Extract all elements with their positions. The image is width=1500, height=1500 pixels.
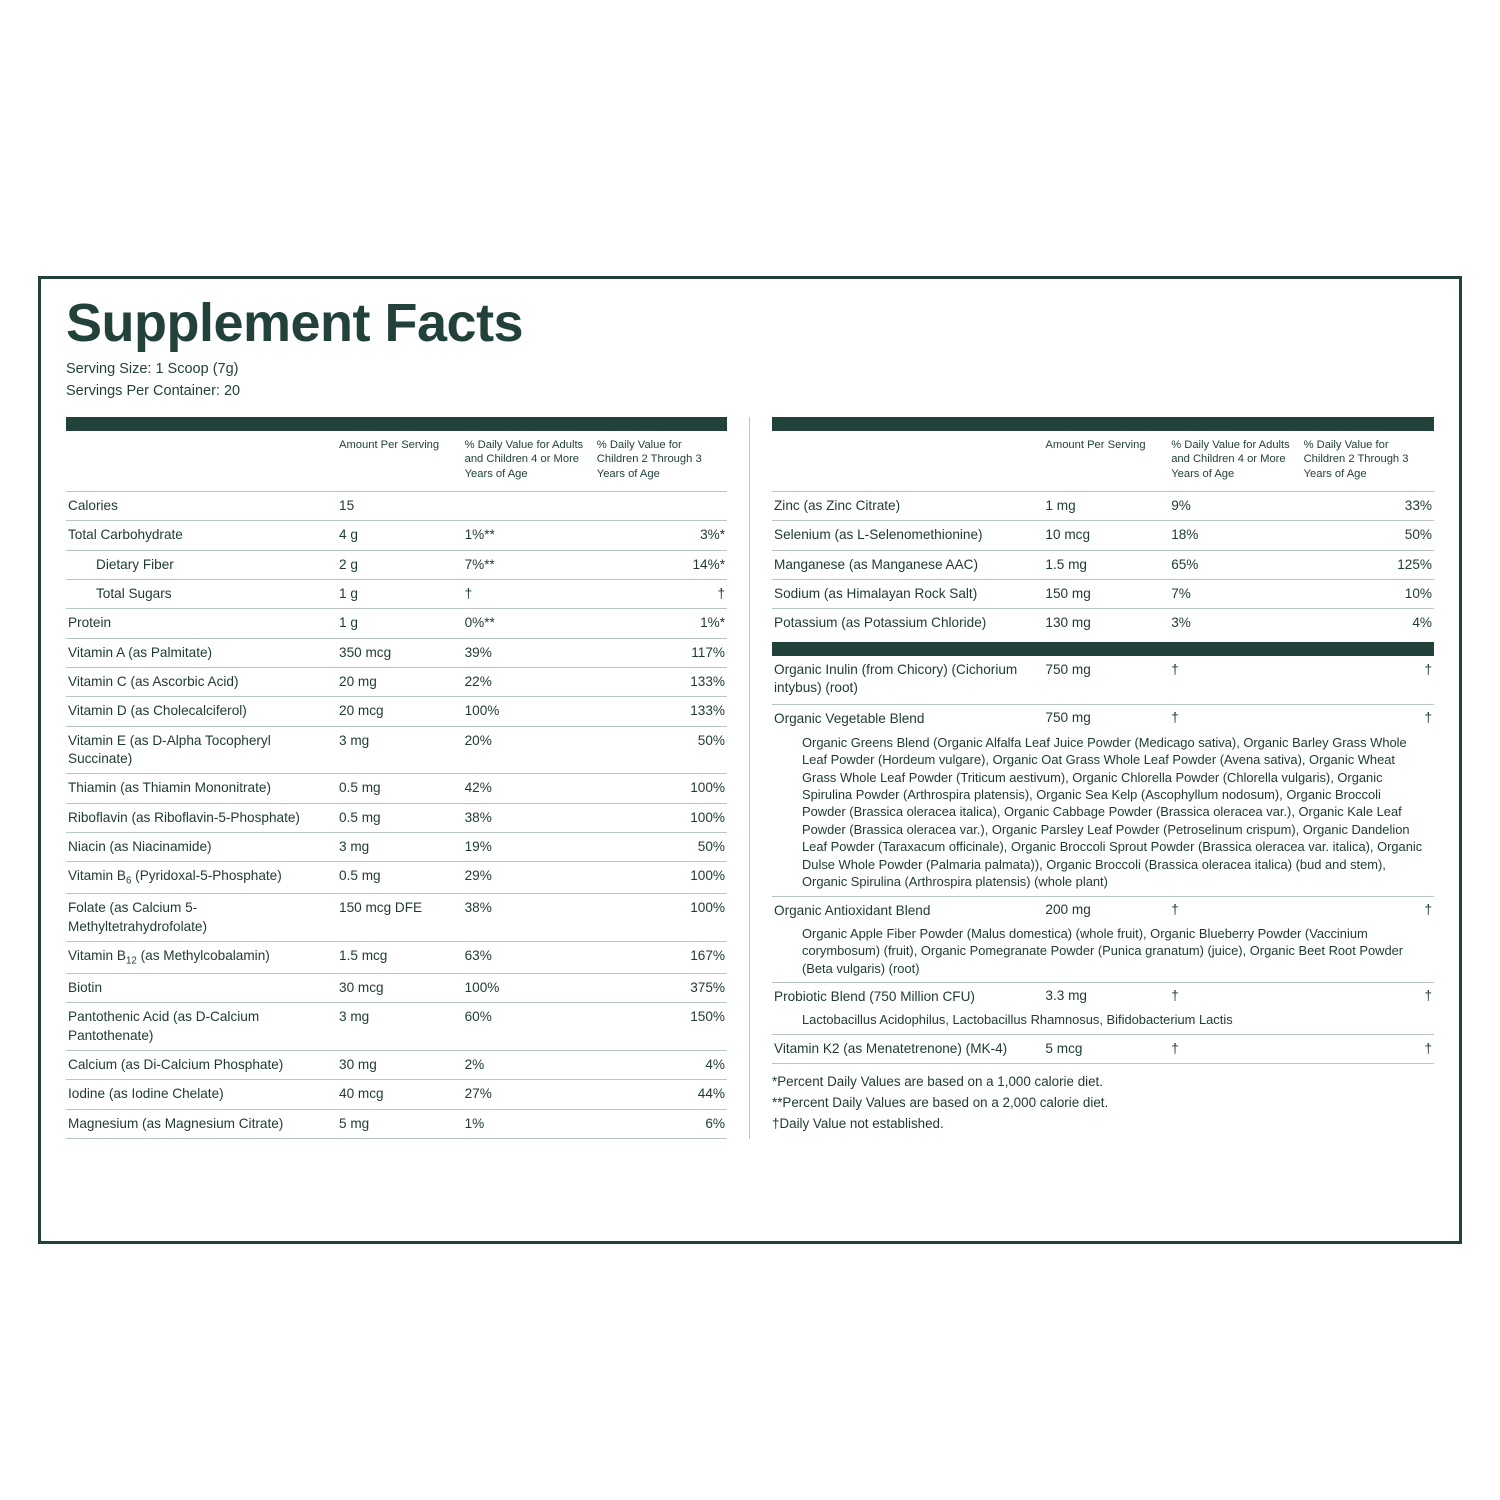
table-row xyxy=(772,609,1434,638)
blend-separator-bar xyxy=(772,642,1434,656)
nutrient-dv-children: 133% xyxy=(595,697,727,726)
table-row xyxy=(66,862,727,894)
blend-dv-adults: † xyxy=(1171,661,1179,677)
table-row xyxy=(772,734,1434,896)
footnote-2: **Percent Daily Values are based on a 2,000 calorie diet. xyxy=(772,1095,1109,1110)
nutrient-name-subscript: 12 xyxy=(125,955,137,967)
nutrient-name: Vitamin D (as Cholecalciferol) xyxy=(66,697,337,726)
table-row xyxy=(66,894,727,942)
nutrient-dv-adults: 60% xyxy=(463,1003,595,1051)
table-row xyxy=(772,896,1434,925)
nutrient-dv-children: 117% xyxy=(595,638,727,667)
table-row xyxy=(66,726,727,774)
nutrient-amount: 4 g xyxy=(337,521,463,550)
nutrient-name: Zinc (as Zinc Citrate) xyxy=(772,491,1043,520)
nutrient-dv-adults: 7% xyxy=(1169,580,1301,609)
nutrient-name: Folate (as Calcium 5-Methyltetrahydrofolate) xyxy=(66,894,337,942)
header-bar-right xyxy=(772,417,1434,431)
table-row xyxy=(772,1034,1434,1063)
table-row xyxy=(66,774,727,803)
table-row xyxy=(66,491,727,520)
nutrient-name: Potassium (as Potassium Chloride) xyxy=(774,615,987,631)
blend-dv-children: † xyxy=(1424,661,1432,677)
nutrient-name xyxy=(66,862,337,894)
nutrient-dv-children: 14%* xyxy=(595,550,727,579)
nutrient-dv-children: 100% xyxy=(595,894,727,942)
table-row xyxy=(66,609,727,638)
blend-amount: 5 mcg xyxy=(1043,1034,1169,1063)
nutrient-dv-adults: 0%** xyxy=(463,609,595,638)
nutrient-name: Riboflavin (as Riboflavin-5-Phosphate) xyxy=(66,803,337,832)
nutrient-dv-children: 133% xyxy=(595,668,727,697)
nutrient-dv-children: 50% xyxy=(595,726,727,774)
blend-name: Organic Inulin (from Chicory) (Cichorium intybus) (root) xyxy=(774,661,1018,696)
blend-amount: 750 mg xyxy=(1045,710,1091,726)
header-dv-children: % Daily Value for Children 2 Through 3 Years of Age xyxy=(595,431,727,492)
nutrient-dv-adults: 63% xyxy=(463,942,595,974)
nutrient-name: Vitamin E (as D-Alpha Tocopheryl Succinate) xyxy=(66,726,337,774)
nutrient-name: Dietary Fiber xyxy=(66,550,337,579)
table-row xyxy=(66,942,727,974)
table-row xyxy=(66,550,727,579)
nutrient-dv-adults xyxy=(463,491,595,520)
nutrient-name: Niacin (as Niacinamide) xyxy=(66,833,337,862)
nutrient-amount: 1 g xyxy=(337,609,463,638)
page-title: Supplement Facts xyxy=(66,293,524,353)
nutrient-dv-children: 100% xyxy=(595,803,727,832)
nutrient-amount: 350 mcg xyxy=(337,638,463,667)
blend-ingredients: Organic Greens Blend (Organic Alfalfa Leaf Juice Powder (Medicago sativa), Organic Barley Grass Whole Leaf Powder (Hordeum vulgare), Organic Oat Grass Whole Leaf Powder (Avena sativa), Organic Wheat Grass Whole Leaf Powder (Triticum aestivum), Organic Chlorella Powder (Chlorella vulgaris), Organic Spirulina Powder (Arthrospira platensis), Organic Sea Kelp (Ascophyllum nodosum), Organic Broccoli Powder (Brassica oleracea italica), Organic Cabbage Powder (Brassica oleracea var.), Organic Kale Leaf Powder (Brassica oleracea var.), Organic Parsley Leaf Powder (Petroselinum crispum), Organic Dandelion Leaf Powder (Taraxacum officinale), Organic Broccoli Sprout Powder (Brassica oleracea var. italica), Organic Dulse Whole Powder (Palmaria palmata)), Organic Broccoli (Brassica oleracea italica) (bud and stem), Organic Spirulina (Arthrospira platensis) (whole plant) xyxy=(772,734,1434,896)
nutrient-dv-children: 50% xyxy=(1302,521,1434,550)
nutrient-dv-adults: 1%** xyxy=(463,521,595,550)
nutrient-amount: 20 mcg xyxy=(337,697,463,726)
nutrient-dv-adults: 42% xyxy=(463,774,595,803)
header-dv-children: % Daily Value for Children 2 Through 3 Years of Age xyxy=(1302,431,1434,492)
nutrient-amount: 0.5 mg xyxy=(337,862,463,894)
servings-per-container: Servings Per Container: 20 xyxy=(66,383,241,400)
nutrient-dv-adults: 39% xyxy=(463,638,595,667)
nutrient-dv-adults: 100% xyxy=(463,697,595,726)
nutrient-name-post: (Pyridoxal-5-Phosphate) xyxy=(131,868,282,884)
nutrient-amount: 20 mg xyxy=(337,668,463,697)
nutrient-table-left xyxy=(66,431,727,1139)
nutrient-amount: 0.5 mg xyxy=(337,803,463,832)
nutrient-dv-adults: 9% xyxy=(1169,491,1301,520)
blend-dv-adults: † xyxy=(1171,901,1179,917)
nutrient-amount: 10 mcg xyxy=(1043,521,1169,550)
nutrient-name xyxy=(66,942,337,974)
nutrient-dv-children: † xyxy=(595,580,727,609)
nutrient-dv-adults: 2% xyxy=(463,1051,595,1080)
header-amount: Amount Per Serving xyxy=(1043,431,1169,492)
table-header-row-right xyxy=(772,431,1434,492)
nutrient-name: Magnesium (as Magnesium Citrate) xyxy=(66,1109,337,1138)
nutrient-dv-children: 50% xyxy=(595,833,727,862)
blend-name: Vitamin K2 (as Menatetrenone) (MK-4) xyxy=(772,1034,1043,1063)
nutrient-name: Sodium (as Himalayan Rock Salt) xyxy=(772,580,1043,609)
nutrient-dv-children xyxy=(595,491,727,520)
nutrient-dv-children: 150% xyxy=(595,1003,727,1051)
facts-columns xyxy=(66,417,1434,1139)
table-row xyxy=(66,521,727,550)
nutrient-name: Total Sugars xyxy=(66,580,337,609)
nutrient-dv-children: 167% xyxy=(595,942,727,974)
nutrient-dv-adults: 20% xyxy=(463,726,595,774)
nutrient-amount: 5 mg xyxy=(337,1109,463,1138)
nutrient-table-right xyxy=(772,431,1434,638)
blend-dv-children: † xyxy=(1424,988,1432,1004)
table-row xyxy=(772,656,1434,703)
nutrient-name: Thiamin (as Thiamin Mononitrate) xyxy=(66,774,337,803)
nutrient-dv-children: 3%* xyxy=(595,521,727,550)
blend-ingredients: Organic Apple Fiber Powder (Malus domestica) (whole fruit), Organic Blueberry Powder (Vaccinium corymbosum) (fruit), Organic Pomegranate Powder (Punica granatum) (juice), Organic Beet Root Powder (Beta vulgaris) (root) xyxy=(772,925,1434,983)
nutrient-dv-adults: 65% xyxy=(1169,550,1301,579)
nutrient-dv-adults: 38% xyxy=(463,803,595,832)
nutrient-dv-adults: 100% xyxy=(463,974,595,1003)
nutrient-amount: 40 mcg xyxy=(337,1080,463,1109)
table-row xyxy=(66,638,727,667)
footnote-3: †Daily Value not established. xyxy=(772,1115,944,1131)
nutrient-amount: 150 mg xyxy=(1043,580,1169,609)
nutrient-dv-children: 125% xyxy=(1302,550,1434,579)
nutrient-dv-children: 375% xyxy=(595,974,727,1003)
table-row xyxy=(66,668,727,697)
nutrient-amount: 3 mg xyxy=(337,726,463,774)
nutrient-name: Manganese (as Manganese AAC) xyxy=(772,550,1043,579)
header-dv-adults: % Daily Value for Adults and Children 4 or More Years of Age xyxy=(1169,431,1301,492)
blend-amount: 750 mg xyxy=(1045,661,1091,677)
nutrient-dv-children: 1%* xyxy=(595,609,727,638)
nutrient-amount: 1 mg xyxy=(1043,491,1169,520)
nutrient-dv-children: 33% xyxy=(1302,491,1434,520)
blend-table xyxy=(772,656,1434,1065)
nutrient-amount: 15 xyxy=(337,491,463,520)
nutrient-name-subscript: 6 xyxy=(125,876,132,888)
nutrient-dv-children: 6% xyxy=(595,1109,727,1138)
footnotes xyxy=(772,1064,1434,1134)
nutrient-name: Pantothenic Acid (as D-Calcium Pantothenate) xyxy=(66,1003,337,1051)
table-row xyxy=(66,833,727,862)
nutrient-amount: 150 mcg DFE xyxy=(337,894,463,942)
nutrient-dv-adults: † xyxy=(463,580,595,609)
nutrient-amount: 0.5 mg xyxy=(337,774,463,803)
nutrient-amount: 30 mcg xyxy=(337,974,463,1003)
table-header-row-left xyxy=(66,431,727,492)
nutrient-dv-adults: 29% xyxy=(463,862,595,894)
blend-dv-children: † xyxy=(1302,1034,1434,1063)
serving-size: Serving Size: 1 Scoop (7g) xyxy=(66,360,239,377)
nutrient-name: Selenium (as L-Selenomethionine) xyxy=(772,521,1043,550)
header-dv-adults: % Daily Value for Adults and Children 4 or More Years of Age xyxy=(463,431,595,492)
nutrient-amount: 1.5 mcg xyxy=(337,942,463,974)
nutrient-dv-children: 100% xyxy=(595,862,727,894)
table-row xyxy=(772,521,1434,550)
blend-dv-adults: † xyxy=(1171,710,1179,726)
nutrient-amount: 3 mg xyxy=(337,833,463,862)
facts-column-right xyxy=(750,417,1434,1139)
nutrient-dv-children: 100% xyxy=(595,774,727,803)
blend-dv-adults: † xyxy=(1169,1034,1301,1063)
header-blank xyxy=(772,431,1043,492)
nutrient-amount: 1.5 mg xyxy=(1043,550,1169,579)
table-row xyxy=(66,697,727,726)
nutrient-name: Vitamin A (as Palmitate) xyxy=(66,638,337,667)
nutrient-dv-adults: 22% xyxy=(463,668,595,697)
blend-dv-children: † xyxy=(1424,710,1432,726)
supplement-facts-panel xyxy=(38,276,1462,1244)
table-row xyxy=(772,705,1434,734)
nutrient-name: Protein xyxy=(66,609,337,638)
blend-name: Organic Antioxidant Blend xyxy=(774,902,931,918)
nutrient-amount: 1 g xyxy=(337,580,463,609)
blend-ingredients: Lactobacillus Acidophilus, Lactobacillus Rhamnosus, Bifidobacterium Lactis xyxy=(772,1011,1434,1034)
nutrient-dv-adults: 1% xyxy=(463,1109,595,1138)
nutrient-dv-adults: 27% xyxy=(463,1080,595,1109)
nutrient-name-post: (as Methylcobalamin) xyxy=(136,948,270,964)
nutrient-dv-children: 4% xyxy=(595,1051,727,1080)
nutrient-dv-adults: 7%** xyxy=(463,550,595,579)
table-row xyxy=(772,1011,1434,1034)
nutrient-amount: 130 mg xyxy=(1045,615,1091,631)
blend-dv-adults: † xyxy=(1171,988,1179,1004)
nutrient-name: Calories xyxy=(66,491,337,520)
table-row xyxy=(772,580,1434,609)
table-row xyxy=(66,580,727,609)
table-row xyxy=(66,1080,727,1109)
header-blank xyxy=(66,431,337,492)
table-row xyxy=(772,983,1434,1012)
blend-amount: 3.3 mg xyxy=(1045,988,1087,1004)
blend-dv-children: † xyxy=(1424,901,1432,917)
nutrient-name-pre: Vitamin B xyxy=(68,868,126,884)
nutrient-name: Calcium (as Di-Calcium Phosphate) xyxy=(66,1051,337,1080)
nutrient-dv-children: 10% xyxy=(1302,580,1434,609)
nutrient-amount: 2 g xyxy=(337,550,463,579)
table-row xyxy=(66,803,727,832)
header-bar-left xyxy=(66,417,727,431)
nutrient-dv-children: 44% xyxy=(595,1080,727,1109)
footnote-1: *Percent Daily Values are based on a 1,000 calorie diet. xyxy=(772,1074,1103,1090)
blend-amount: 200 mg xyxy=(1045,901,1091,917)
blend-name: Organic Vegetable Blend xyxy=(774,711,925,727)
nutrient-name: Total Carbohydrate xyxy=(66,521,337,550)
table-row xyxy=(66,974,727,1003)
nutrient-dv-adults: 3% xyxy=(1171,615,1191,631)
nutrient-dv-children: 4% xyxy=(1412,615,1432,631)
table-row xyxy=(772,491,1434,520)
table-row xyxy=(66,1003,727,1051)
nutrient-name: Vitamin C (as Ascorbic Acid) xyxy=(66,668,337,697)
nutrient-dv-adults: 18% xyxy=(1169,521,1301,550)
nutrient-name-pre: Vitamin B xyxy=(68,948,126,964)
table-row xyxy=(772,925,1434,983)
nutrient-name: Iodine (as Iodine Chelate) xyxy=(66,1080,337,1109)
table-row xyxy=(66,1109,727,1138)
header-amount: Amount Per Serving xyxy=(337,431,463,492)
table-row xyxy=(66,1051,727,1080)
nutrient-name: Biotin xyxy=(66,974,337,1003)
nutrient-amount: 30 mg xyxy=(337,1051,463,1080)
nutrient-dv-adults: 38% xyxy=(463,894,595,942)
blend-name: Probiotic Blend (750 Million CFU) xyxy=(774,989,975,1005)
facts-column-left xyxy=(66,417,750,1139)
nutrient-dv-adults: 19% xyxy=(463,833,595,862)
nutrient-amount: 3 mg xyxy=(337,1003,463,1051)
table-row xyxy=(772,550,1434,579)
